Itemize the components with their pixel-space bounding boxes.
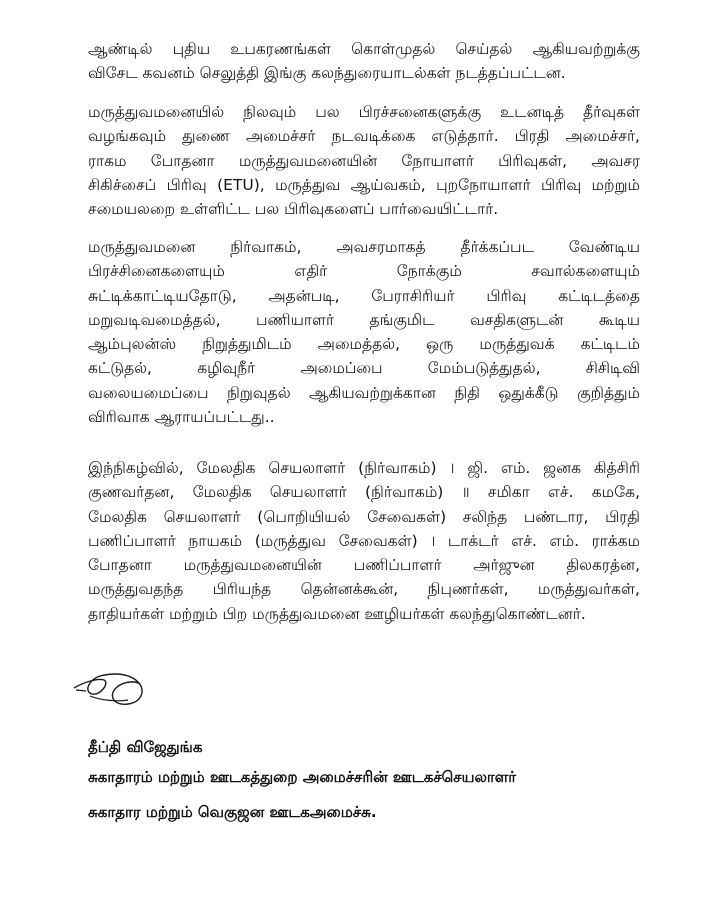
handwritten-signature <box>70 660 160 720</box>
paragraph-line: போதனா மருத்துவமனையின் பணிப்பாளர் அர்ஜுன திலகரத்ன, <box>88 556 640 575</box>
signatory-title: சுகாதாரம் மற்றும் ஊடகத்துறை அமைச்சரின் ஊடகச்செயலாளர் <box>88 768 517 786</box>
paragraph-line: குணவர்தன, மேலதிக செயலாளர் (நிர்வாகம்) ॥ சமிகா எச். கமகே, <box>88 483 640 502</box>
paragraph-line: சிகிச்சைப் பிரிவு (ETU), மருத்துவ ஆய்வகம், புறநோயாளர் பிரிவு மற்றும் <box>88 175 640 194</box>
paragraph-line: மேலதிக செயலாளர் (பொறியியல் சேவைகள்) சலிந்த பண்டார, பிரதி <box>88 507 640 526</box>
paragraph-line: மருத்துவமனையில் நிலவும் பல பிரச்சனைகளுக்கு உடனடித் தீர்வுகள் <box>88 103 640 121</box>
paragraph-line: ராகம போதனா மருத்துவமனையின் நோயாளர் பிரிவுகள், அவசர <box>88 151 640 170</box>
paragraph-line: தாதியர்கள் மற்றும் பிற மருத்துவமனை ஊழியர்கள் கலந்துகொண்டனர். <box>88 604 586 623</box>
paragraph-line: மருத்துவமனை நிர்வாகம், அவசரமாகத் தீர்க்கப்பட வேண்டிய <box>88 238 640 256</box>
paragraph-2 <box>88 100 640 221</box>
paragraph-line: பணிப்பாளர் நாயகம் (மருத்துவ சேவைகள்) । டாக்டர் எச். எம். ராக்கம <box>88 531 640 550</box>
paragraph-1 <box>88 37 640 86</box>
paragraph-line: கட்டுதல், கழிவுநீர் அமைப்பை மேம்படுத்துதல், சிசிடிவி <box>88 359 640 378</box>
paragraph-line: ஆண்டில் புதிய உபகரணங்கள் கொள்முதல் செய்தல் ஆகியவற்றுக்கு <box>88 40 640 58</box>
paragraph-4 <box>88 456 640 626</box>
paragraph-line: வழங்கவும் துணை அமைச்சர் நடவடிக்கை எடுத்தார். பிரதி அமைச்சர், <box>88 127 640 146</box>
paragraph-line: மறுவடிவமைத்தல், பணியாளர் தங்குமிட வசதிகளுடன் கூடிய <box>88 310 640 329</box>
signatory-ministry: சுகாதார மற்றும் வெகுஜன ஊடகஅமைச்சு. <box>88 803 377 821</box>
signatory-name: தீப்தி விஜேதுங்க <box>88 738 203 756</box>
paragraph-line: மருத்துவதந்த பிரியந்த தென்னக்கூன், நிபுணர்கள், மருத்துவர்கள், <box>88 580 640 599</box>
paragraph-3 <box>88 235 640 429</box>
paragraph-line: ஆம்புலன்ஸ் நிறுத்துமிடம் அமைத்தல், ஒரு மருத்துவக் கட்டிடம் <box>88 335 640 354</box>
paragraph-line: சுட்டிக்காட்டியதோடு, அதன்படி, பேராசிரியர் பிரிவு கட்டிடத்தை <box>88 286 640 305</box>
paragraph-line: பிரச்சினைகளையும் எதிர் நோக்கும் சவால்களையும் <box>88 262 640 281</box>
paragraph-line: விரிவாக ஆராயப்பட்டது.. <box>88 408 275 427</box>
paragraph-line: விசேட கவனம் செலுத்தி இங்கு கலந்துரையாடல்கள் நடத்தப்பட்டன. <box>88 64 566 83</box>
paragraph-line: இந்நிகழ்வில், மேலதிக செயலாளர் (நிர்வாகம்) । ஜி. எம். ஜனக கித்சிரி <box>88 459 640 477</box>
paragraph-line: வலையமைப்பை நிறுவுதல் ஆகியவற்றுக்கான நிதி ஒதுக்கீடு குறித்தும் <box>88 383 640 402</box>
paragraph-line: சமையலறை உள்ளிட்ட பல பிரிவுகளைப் பார்வையிட்டார். <box>88 200 499 219</box>
